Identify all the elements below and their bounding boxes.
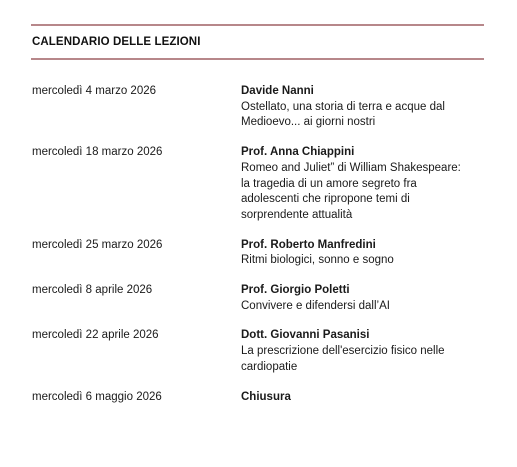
lesson-schedule [31, 84, 484, 419]
lesson-info [241, 390, 484, 406]
lesson-info [241, 283, 484, 314]
lesson-date: mercoledì 8 aprile 2026 [32, 284, 153, 297]
lesson-speaker: Dott. Giovanni Pasanisi [241, 329, 370, 342]
lesson-date: mercoledì 25 marzo 2026 [32, 238, 163, 251]
lesson-info [241, 328, 484, 375]
lesson-topic: Romeo and Juliet” di William Shakespeare: la tragedia di un amore segreto fra adolescenti che ripropone temi di sorprendente attualità [241, 161, 461, 221]
bottom-divider [31, 58, 484, 60]
lesson-speaker: Prof. Roberto Manfredini [241, 238, 376, 251]
lesson-row [31, 84, 484, 131]
lesson-speaker: Davide Nanni [241, 85, 314, 97]
lesson-date: mercoledì 18 marzo 2026 [32, 146, 163, 159]
lesson-date: mercoledì 4 marzo 2026 [32, 85, 157, 97]
lesson-row [31, 238, 484, 269]
lesson-topic: Ritmi biologici, sonno e sogno [241, 254, 394, 267]
lesson-speaker: Prof. Anna Chiappini [241, 146, 355, 159]
lesson-speaker: Chiusura [241, 390, 291, 403]
lesson-row [31, 145, 484, 224]
lesson-date: mercoledì 22 aprile 2026 [32, 329, 159, 342]
lesson-speaker: Prof. Giorgio Poletti [241, 284, 350, 297]
lesson-topic: Convivere e difendersi dall’AI [241, 299, 390, 312]
lesson-info [241, 145, 484, 224]
section-header [31, 26, 484, 58]
lesson-info [241, 84, 484, 131]
lesson-row [31, 328, 484, 375]
document-page [31, 24, 484, 403]
lesson-date: mercoledì 6 maggio 2026 [32, 390, 162, 403]
section-title: CALENDARIO DELLE LEZIONI [32, 36, 201, 48]
lesson-row [31, 283, 484, 314]
lesson-topic: La prescrizione dell'esercizio fisico nelle cardiopatie [241, 345, 445, 373]
lesson-info [241, 238, 484, 269]
lesson-row [31, 390, 484, 406]
lesson-topic: Ostellato, una storia di terra e acque dal Medioevo... ai giorni nostri [241, 100, 445, 129]
